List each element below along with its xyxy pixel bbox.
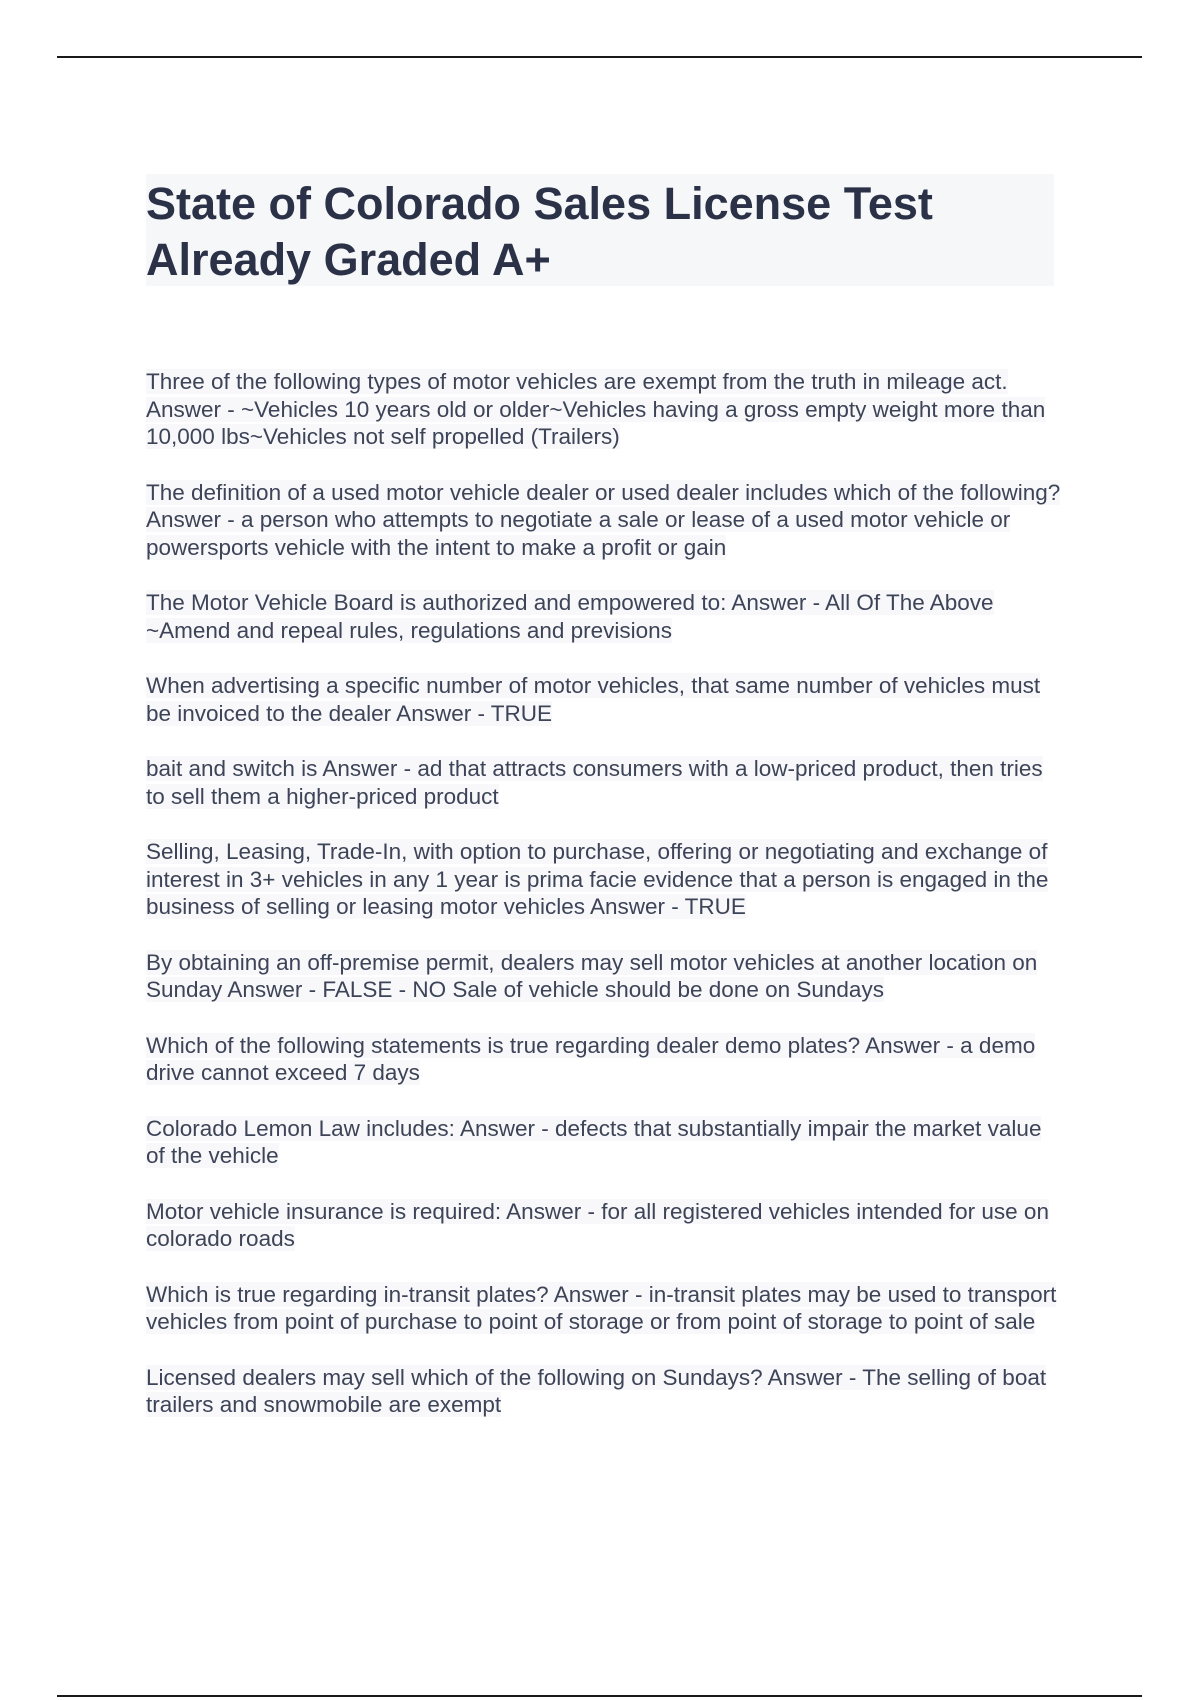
qa-item: Colorado Lemon Law includes: Answer - defects that substantially impair the market value of the vehicle (146, 1115, 1042, 1168)
qa-item: Motor vehicle insurance is required: Answer - for all registered vehicles intended for use on colorado roads (146, 1198, 1049, 1251)
qa-item: Which is true regarding in-transit plates? Answer - in-transit plates may be used to transport vehicles from point of purchase to point of storage or from point of storage to point of sale (146, 1281, 1057, 1334)
qa-item: The Motor Vehicle Board is authorized and empowered to: Answer - All Of The Above ~Amend and repeal rules, regulations and previsions (146, 590, 994, 643)
qa-item: Which of the following statements is true regarding dealer demo plates? Answer - a demo drive cannot exceed 7 days (146, 1032, 1036, 1085)
qa-item: The definition of a used motor vehicle dealer or used dealer includes which of the following? Answer - a person who attempts to negotiate a sale or lease of a used motor vehicle or powersports vehicle with the intent to make a profit or gain (146, 479, 1061, 560)
qa-item: By obtaining an off-premise permit, dealers may sell motor vehicles at another location on Sunday Answer - FALSE - NO Sale of vehicle should be done on Sundays (146, 949, 1038, 1002)
qa-item: Licensed dealers may sell which of the following on Sundays? Answer - The selling of boat trailers and snowmobile are exempt (146, 1364, 1047, 1417)
top-rule (57, 56, 1142, 58)
qa-item: Three of the following types of motor vehicles are exempt from the truth in mileage act. Answer - ~Vehicles 10 years old or older~Vehicles having a gross empty weight more than 10,000 lbs~Vehicles not self propelled (Trailers) (146, 369, 1046, 449)
title-block (146, 174, 1054, 286)
page-title: State of Colorado Sales License Test Already Graded A+ (146, 178, 933, 285)
qa-item: Selling, Leasing, Trade-In, with option to purchase, offering or negotiating and exchange of interest in 3+ vehicles in any 1 year is prima facie evidence that a person is engaged in the business of selling or leasing motor vehicles Answer - TRUE (146, 839, 1049, 919)
qa-list (146, 368, 1061, 1447)
qa-item: bait and switch is Answer - ad that attracts consumers with a low-priced product, then tries to sell them a higher-priced product (146, 756, 1043, 809)
bottom-rule (57, 1695, 1142, 1697)
qa-item: When advertising a specific number of motor vehicles, that same number of vehicles must be invoiced to the dealer Answer - TRUE (146, 673, 1041, 726)
